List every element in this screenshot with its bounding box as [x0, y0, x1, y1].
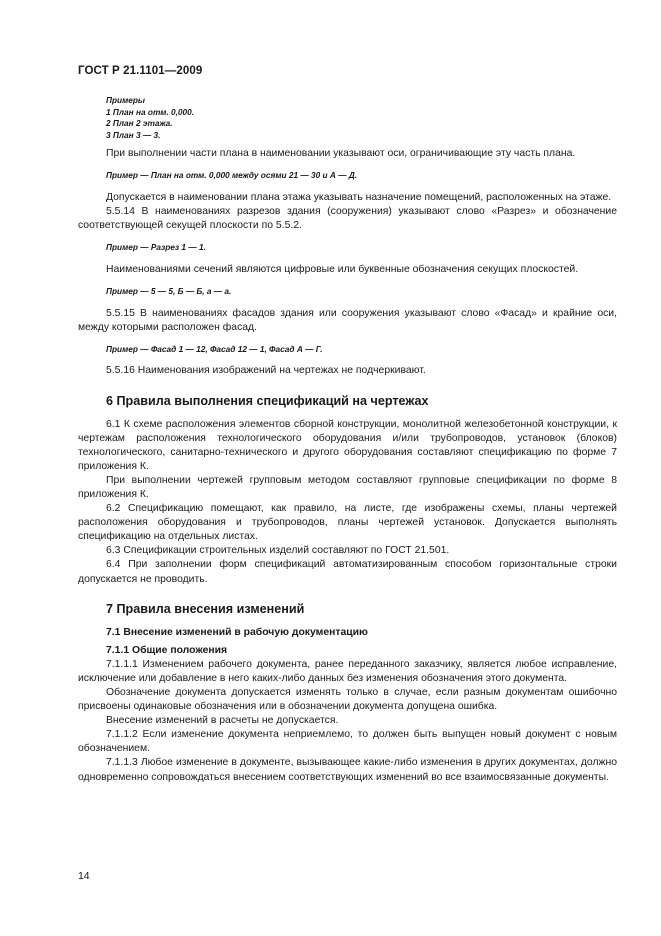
subsection-7-1-1-title: 7.1.1 Общие положения: [106, 644, 228, 656]
examples-block: [78, 95, 617, 141]
section-6-title: 6 Правила выполнения спецификаций на чертежах: [106, 393, 429, 408]
paragraph: Допускается в наименовании плана этажа указывать назначение помещений, расположенных на этаже.: [106, 192, 612, 204]
example-item: 1 План на отм. 0,000.: [106, 106, 195, 117]
page-number: 14: [78, 871, 90, 882]
paragraph: 5.5.16 Наименования изображений на чертежах не подчеркивают.: [106, 365, 426, 377]
subsection-7-1-title: 7.1 Внесение изменений в рабочую документацию: [106, 626, 368, 638]
paragraph: 6.1 К схеме расположения элементов сборной конструкции, монолитной железобетонной конструкции, к чертежам расположения технологического оборудования и/или трубопроводов, установок (блоков) технологического, санитарно-технического и другого оборудования составляют спецификацию по форме 7 приложения К.: [78, 418, 617, 472]
paragraph: 6.2 Спецификацию помещают, как правило, на листе, где изображены схемы, планы чертежей расположения оборудования и трубопроводов, планы чертежей установок. Допускается выполнять спецификацию на отдельных листах.: [78, 503, 617, 543]
paragraph: 5.5.14 В наименованиях разрезов здания (сооружения) указывают слово «Разрез» и обозначение соответствующей секущей плоскости по 5.5.2.: [78, 206, 617, 232]
paragraph: 6.3 Спецификации строительных изделий составляют по ГОСТ 21.501.: [106, 545, 450, 557]
paragraph: 7.1.1.2 Если изменение документа неприемлемо, то должен быть выпущен новый документ с новым обозначением.: [78, 729, 617, 755]
examples-title: Примеры: [106, 95, 146, 105]
paragraph: 7.1.1.1 Изменением рабочего документа, ранее переданного заказчику, является любое исправление, исключение или добавление в него каких-либо данных без изменения обозначения этого документа.: [78, 658, 617, 684]
example-line: Пример — 5 — 5, Б — Б, а — а.: [106, 286, 232, 297]
paragraph: Обозначение документа допускается изменять только в случае, если разным документам ошибочно присвоены одинаковые обозначения или в обозначении документа допущена ошибка.: [78, 687, 617, 713]
paragraph: При выполнении чертежей групповым методом составляют групповые спецификации по форме 8 приложения К.: [78, 474, 617, 500]
paragraph: 6.4 При заполнении форм спецификаций автоматизированным способом горизонтальные строки допускается не проводить.: [78, 559, 617, 585]
paragraph: 7.1.1.3 Любое изменение в документе, вызывающее какие-либо изменения в других документах, должно одновременно сопровождаться внесением соответствующих изменений во все взаимосвязанные документы.: [78, 757, 617, 783]
page-content: [78, 95, 617, 785]
example-line: Пример — План на отм. 0,000 между осями 21 — 30 и А — Д.: [106, 170, 358, 181]
example-item: 3 План 3 — 3.: [106, 129, 161, 140]
paragraph: 5.5.15 В наименованиях фасадов здания или сооружения указывают слово «Фасад» и крайние оси, между которыми расположен фасад.: [78, 307, 617, 333]
example-line: Пример — Фасад 1 — 12, Фасад 12 — 1, Фасад А — Г.: [106, 343, 323, 354]
section-7-title: 7 Правила внесения изменений: [106, 601, 305, 616]
paragraph: Наименованиями сечений являются цифровые или буквенные обозначения секущих плоскостей.: [106, 263, 579, 275]
example-item: 2 План 2 этажа.: [106, 118, 173, 129]
paragraph: Внесение изменений в расчеты не допускается.: [106, 715, 339, 727]
standard-header: ГОСТ Р 21.1101—2009: [78, 65, 203, 77]
paragraph: При выполнении части плана в наименовании указывают оси, ограничивающие эту часть плана.: [106, 148, 576, 160]
example-line: Пример — Разрез 1 — 1.: [106, 242, 206, 253]
